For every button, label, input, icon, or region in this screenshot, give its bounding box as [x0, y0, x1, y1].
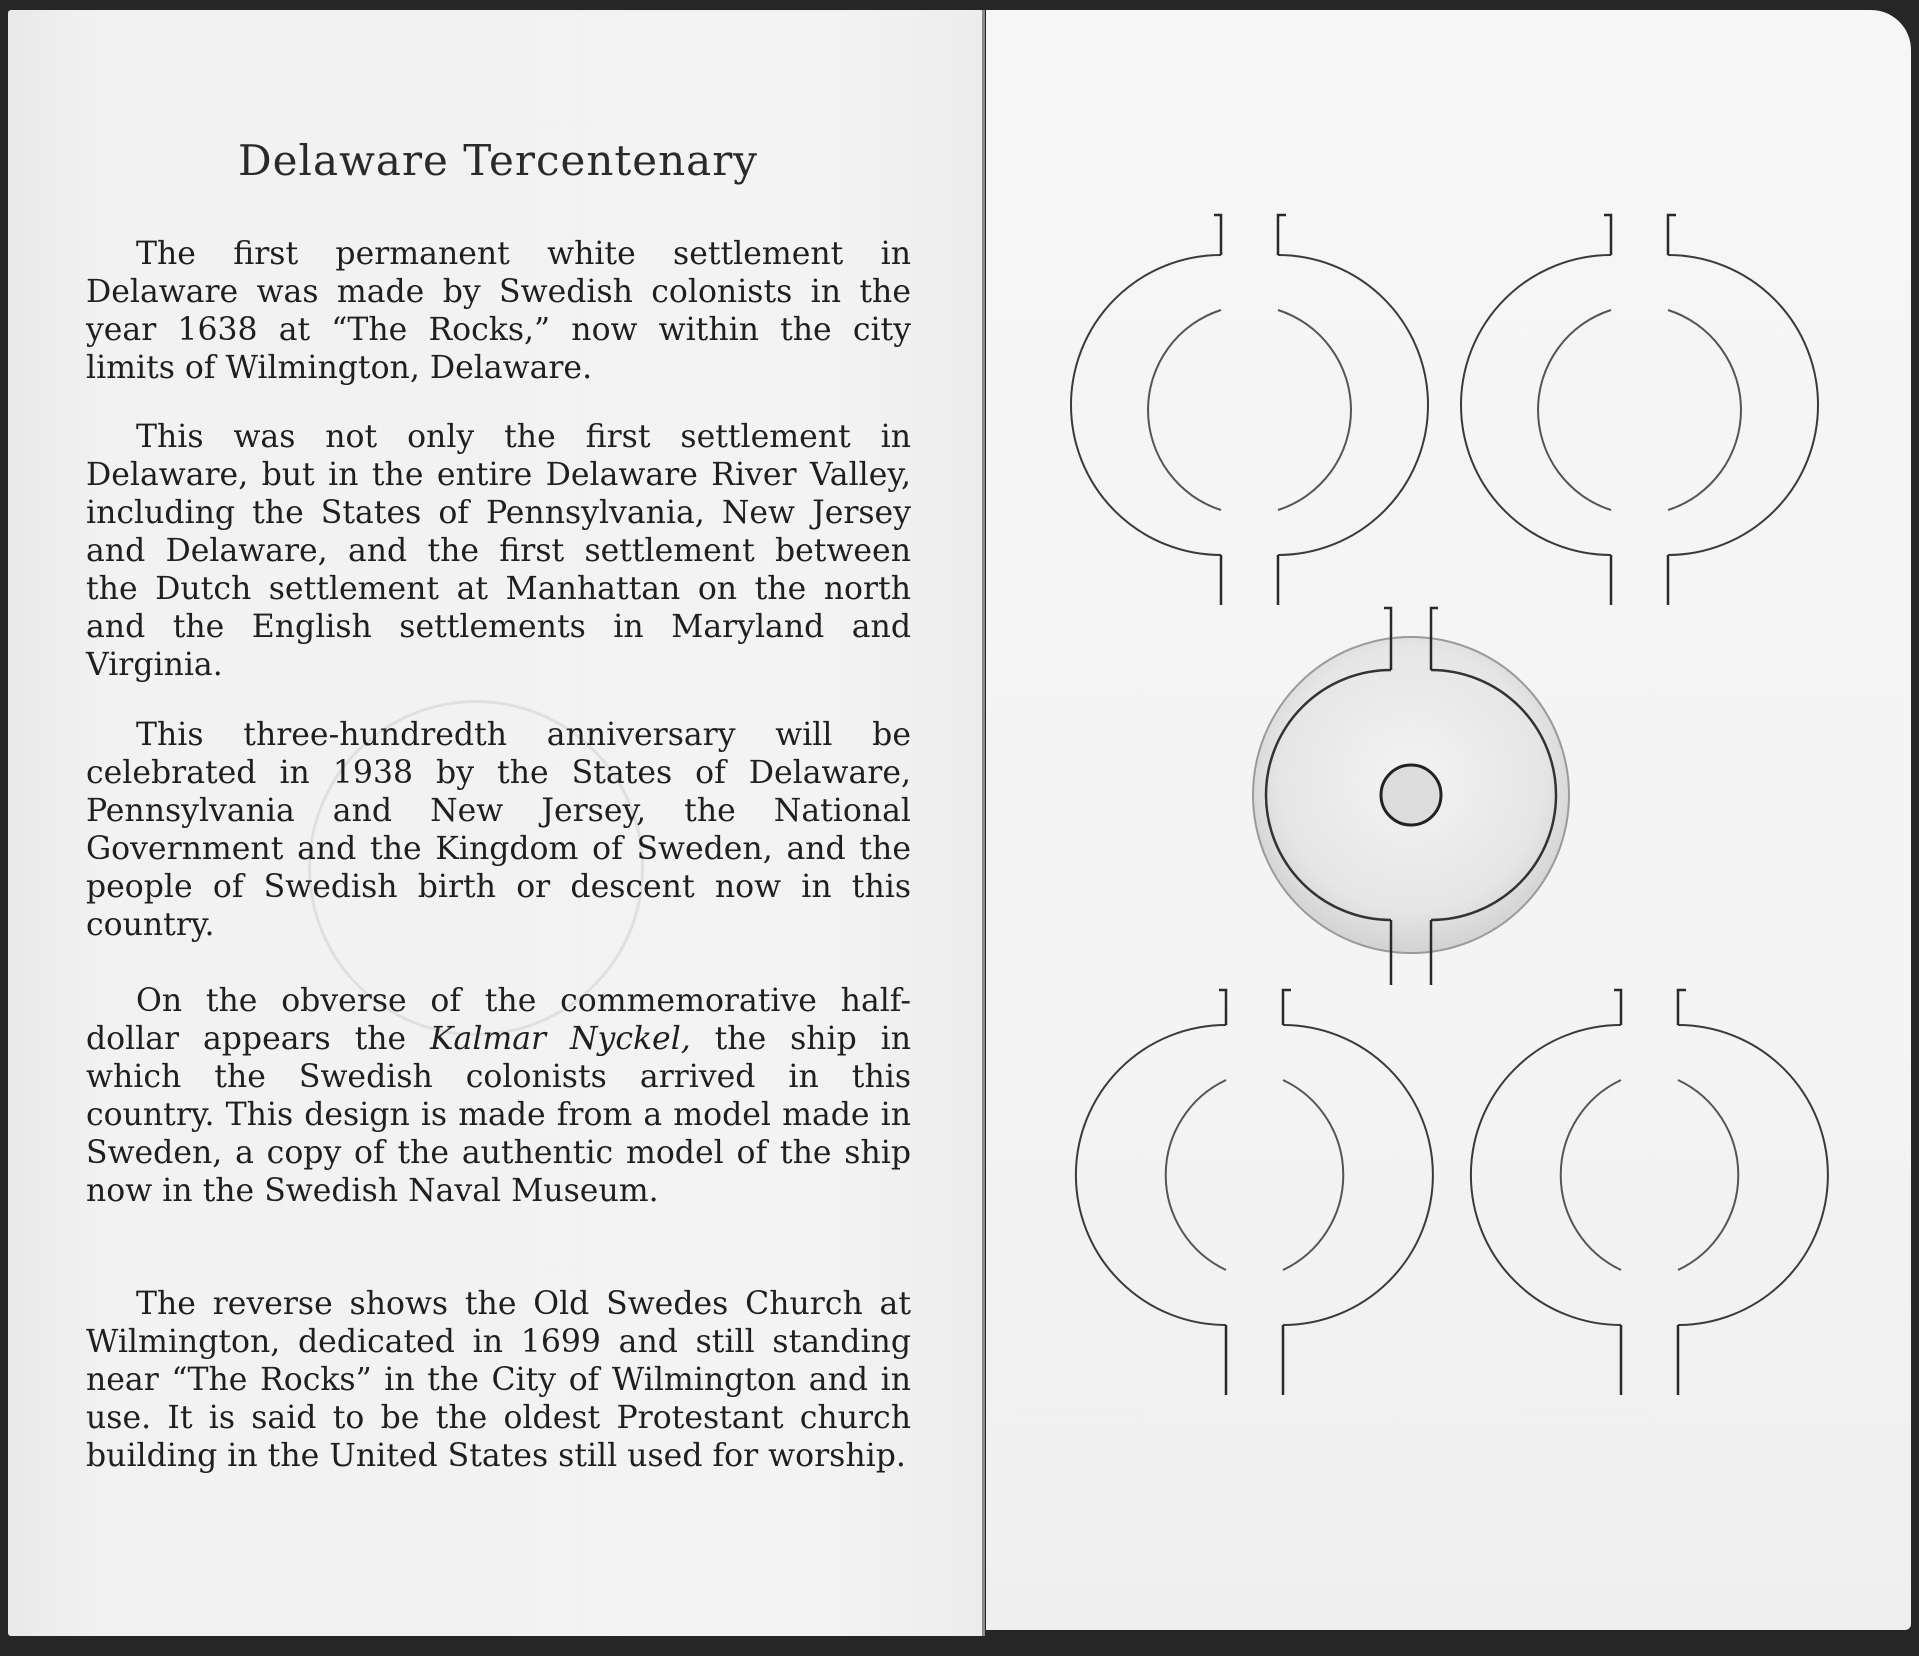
text-panel	[8, 10, 983, 1636]
paragraph-anniversary: This three-hundredth anniversary will be celebrated in 1938 by the States of Delaware, Pennsylvania and New Jersey, the National Government and the Kingdom of Sweden, and the people of Swedish birth or descent now in this country.	[86, 717, 911, 943]
coin-slots	[986, 10, 1911, 1630]
paragraph-reverse: The reverse shows the Old Swedes Church at Wilmington, dedicated in 1699 and still standing near “The Rocks” in the City of Wilmington and in use. It is said to be the oldest Protestant church building in the United States still used for worship.	[86, 1286, 911, 1474]
paragraph-settlement: The first permanent white settlement in Delaware was made by Swedish colonists in the year 1638 at “The Rocks,” now within the city limits of Wilmington, Delaware.	[86, 236, 911, 386]
ship-name: Kalmar Nyckel,	[430, 1021, 691, 1057]
page-title: Delaware Tercentenary	[237, 136, 759, 185]
fold-crease	[982, 10, 985, 1636]
coin-slot-center[interactable]	[1253, 608, 1569, 985]
obverse-text-end: the ship in which the Swedish colonists arrived in this country. This design is made from a model made in Sweden, a copy of the authentic model of the ship now in the Swedish Naval Museum.	[86, 1021, 911, 1209]
paragraph-obverse	[86, 982, 911, 1210]
coin-slot-top-left[interactable]	[1071, 215, 1428, 605]
obverse-text-start: On the obverse of the commemorative half-dollar appears the	[86, 983, 911, 1057]
coin-slot-top-right[interactable]	[1461, 215, 1818, 605]
coin-slot-bottom-right[interactable]	[1471, 990, 1828, 1395]
paragraph-valley: This was not only the first settlement in Delaware, but in the entire Delaware River Valley, including the States of Pennsylvania, New Jersey and Delaware, and the first settlement between the Dutch settlement at Manhattan on the north and the English settlements in Maryland and Virginia.	[86, 419, 911, 683]
coin-slot-bottom-left[interactable]	[1076, 990, 1433, 1395]
